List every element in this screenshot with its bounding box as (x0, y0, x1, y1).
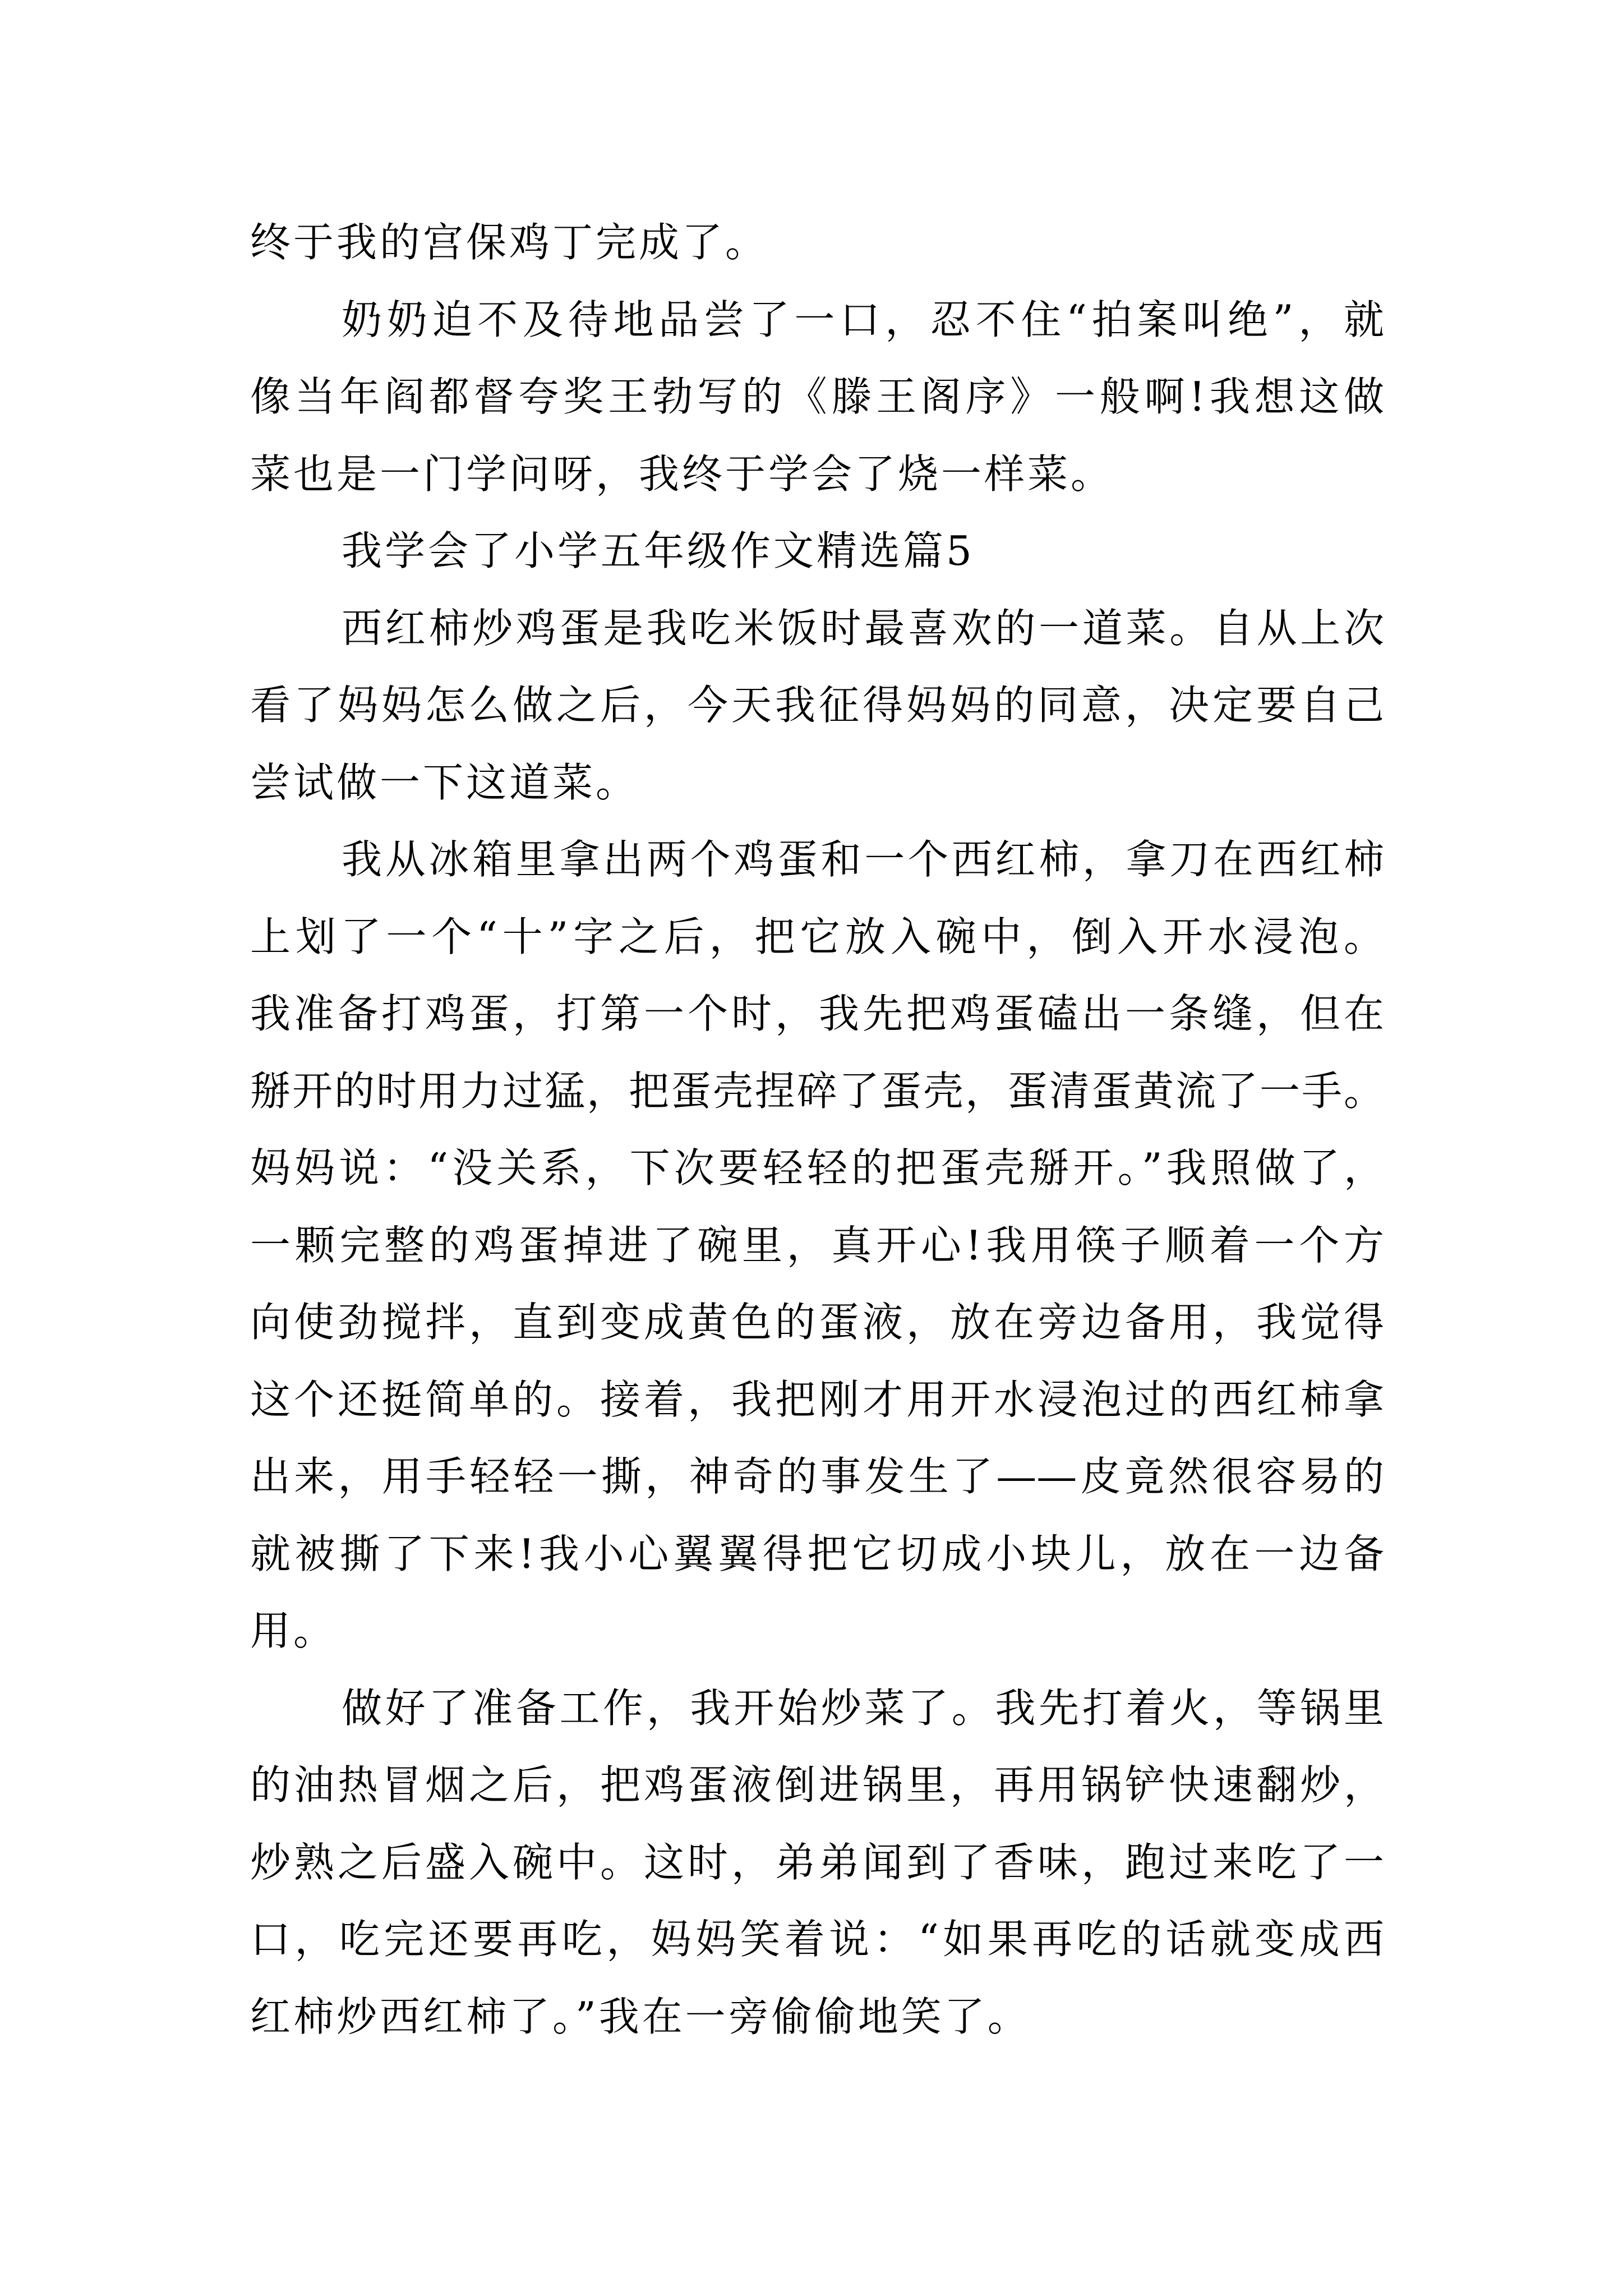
text-line: 尝试做一下这道菜。 (250, 758, 639, 806)
text-line: 掰开的时用力过猛，把蛋壳捏碎了蛋壳，蛋清蛋黄流了一手。 (250, 1067, 1384, 1115)
text-line: 就被撕了下来!我小心翼翼得把它切成小块儿，放在一边备 (250, 1530, 1384, 1577)
text-line: 做好了准备工作，我开始炒菜了。我先打着火，等锅里 (342, 1684, 1384, 1732)
text-line: 这个还挺简单的。接着，我把刚才用开水浸泡过的西红柿拿 (250, 1375, 1384, 1423)
text-line: 我准备打鸡蛋，打第一个时，我先把鸡蛋磕出一条缝，但在 (250, 990, 1384, 1037)
text-line: 上划了一个“十”字之后，把它放入碗中，倒入开水浸泡。 (250, 913, 1384, 960)
text-line: 我从冰箱里拿出两个鸡蛋和一个西红柿，拿刀在西红柿 (342, 836, 1384, 883)
text-line: 一颗完整的鸡蛋掉进了碗里，真开心!我用筷子顺着一个方 (250, 1221, 1384, 1269)
text-line: 用。 (250, 1607, 337, 1654)
paragraph (250, 282, 1384, 513)
text-line: 菜也是一门学问呀，我终于学会了烧一样菜。 (250, 450, 1114, 498)
text-line: 西红柿炒鸡蛋是我吃米饭时最喜欢的一道菜。自从上次 (342, 604, 1384, 652)
section-heading (250, 513, 1384, 590)
text-line: 口，吃完还要再吃，妈妈笑着说：“如果再吃的话就变成西 (250, 1916, 1384, 1963)
paragraph (250, 590, 1384, 822)
text-line: 的油热冒烟之后，把鸡蛋液倒进锅里，再用锅铲快速翻炒， (250, 1761, 1384, 1809)
text-line: 妈妈说：“没关系，下次要轻轻的把蛋壳掰开。”我照做了， (250, 1144, 1384, 1191)
document-body (250, 204, 1384, 2055)
paragraph-continued (250, 204, 1384, 282)
text-line: 向使劲搅拌，直到变成黄色的蛋液，放在旁边备用，我觉得 (250, 1299, 1384, 1346)
text-line: 炒熟之后盛入碗中。这时，弟弟闻到了香味，跑过来吃了一 (250, 1838, 1384, 1886)
text-line: 奶奶迫不及待地品尝了一口，忍不住“拍案叫绝”，就 (342, 296, 1384, 343)
text-line: 红柿炒西红柿了。”我在一旁偷偷地笑了。 (250, 1993, 1031, 2040)
text-line: 像当年阎都督夸奖王勃写的《滕王阁序》一般啊!我想这做 (250, 373, 1384, 420)
text-line: 看了妈妈怎么做之后，今天我征得妈妈的同意，决定要自己 (250, 682, 1384, 729)
paragraph (250, 821, 1384, 1670)
section-heading-text: 我学会了小学五年级作文精选篇5 (342, 527, 975, 574)
text-line: 终于我的宫保鸡丁完成了。 (250, 219, 769, 266)
text-line: 出来，用手轻轻一撕，神奇的事发生了——皮竟然很容易的 (250, 1453, 1384, 1500)
paragraph (250, 1670, 1384, 2056)
